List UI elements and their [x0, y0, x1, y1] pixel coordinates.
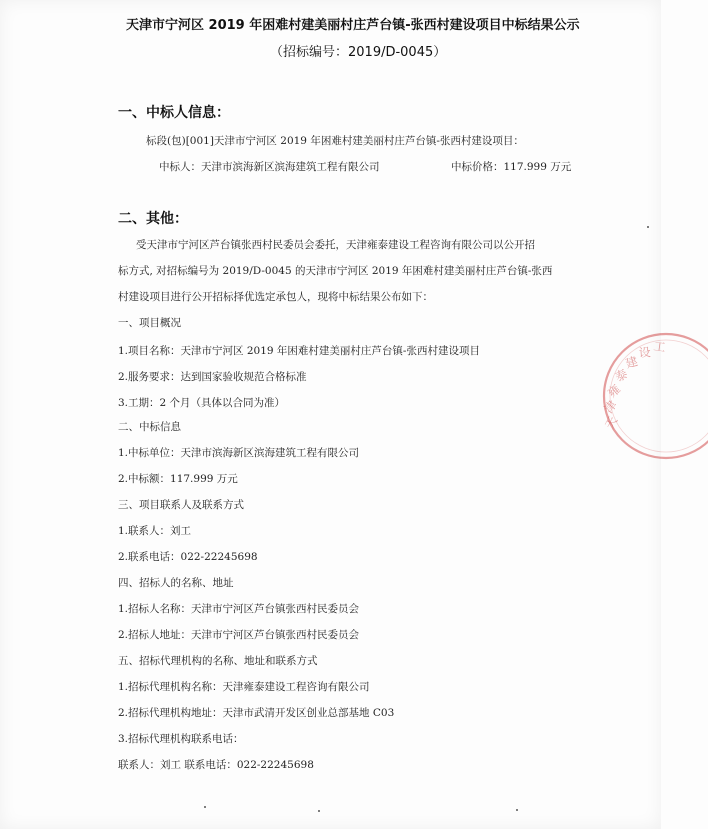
list-item: 一、项目概况: [118, 317, 181, 329]
list-item: 3.招标代理机构联系电话：: [118, 733, 244, 745]
list-item: 2.联系电话：022-22245698: [118, 551, 258, 563]
list-item: 2.中标额：117.999 万元: [118, 473, 238, 485]
scan-speck: [516, 809, 518, 811]
svg-text:工: 工: [652, 339, 667, 355]
official-seal-stamp: [598, 318, 708, 468]
list-item: 五、招标代理机构的名称、地址和联系方式: [118, 655, 318, 667]
list-item: 1.招标人名称：天津市宁河区芦台镇张西村民委员会: [118, 603, 360, 615]
list-item: 2.招标代理机构地址：天津市武清开发区创业总部基地 C03: [118, 707, 395, 719]
scan-speck: [647, 226, 649, 228]
list-item: 三、项目联系人及联系方式: [118, 499, 244, 511]
lot-line: 标段(包)[001]天津市宁河区 2019 年困难村建美丽村庄芦台镇-张西村建设项目：: [146, 135, 524, 147]
list-item: 1.中标单位：天津市滨海新区滨海建筑工程有限公司: [118, 447, 360, 459]
para-line-3: 村建设项目进行公开招标择优选定承包人，现将中标结果公布如下：: [118, 291, 433, 303]
price-line: 中标价格：117.999 万元: [451, 161, 572, 173]
list-item: 1.项目名称：天津市宁河区 2019 年困难村建美丽村庄芦台镇-张西村建设项目: [118, 345, 480, 357]
para-line-1: 受天津市宁河区芦台镇张西村民委员会委托，天津雍泰建设工程咨询有限公司以公开招: [136, 239, 535, 251]
section1-heading: 一、中标人信息：: [118, 105, 230, 121]
tender-number: （招标编号：2019/D-0045）: [270, 45, 447, 60]
list-item: 四、招标人的名称、地址: [118, 577, 234, 589]
list-item: 3.工期：2 个月（具体以合同为准）: [118, 397, 286, 409]
list-item: 2.服务要求：达到国家验收规范合格标准: [118, 371, 307, 383]
list-item: 2.招标人地址：天津市宁河区芦台镇张西村民委员会: [118, 629, 360, 641]
list-item: 二、中标信息: [118, 421, 181, 433]
scan-speck: [204, 806, 206, 808]
list-item: 1.联系人：刘工: [118, 525, 192, 537]
svg-text:建: 建: [623, 354, 640, 371]
document-title: 天津市宁河区 2019 年困难村建美丽村庄芦台镇-张西村建设项目中标结果公示: [126, 18, 580, 33]
svg-text:雍: 雍: [604, 381, 624, 401]
list-item: 1.招标代理机构名称：天津雍泰建设工程咨询有限公司: [118, 681, 370, 693]
winner-line: 中标人：天津市滨海新区滨海建筑工程有限公司: [159, 161, 380, 173]
scan-speck: [318, 810, 320, 812]
svg-text:天: 天: [602, 414, 621, 432]
list-item: 联系人：刘工 联系电话：022-22245698: [118, 759, 314, 771]
svg-text:泰: 泰: [612, 366, 631, 385]
para-line-2: 标方式, 对招标编号为 2019/D-0045 的天津市宁河区 2019 年困难村建美丽村庄芦台镇-张西: [118, 265, 553, 277]
section2-heading: 二、其他：: [118, 211, 188, 227]
svg-text:津: 津: [601, 397, 620, 416]
svg-text:设: 设: [638, 345, 652, 360]
